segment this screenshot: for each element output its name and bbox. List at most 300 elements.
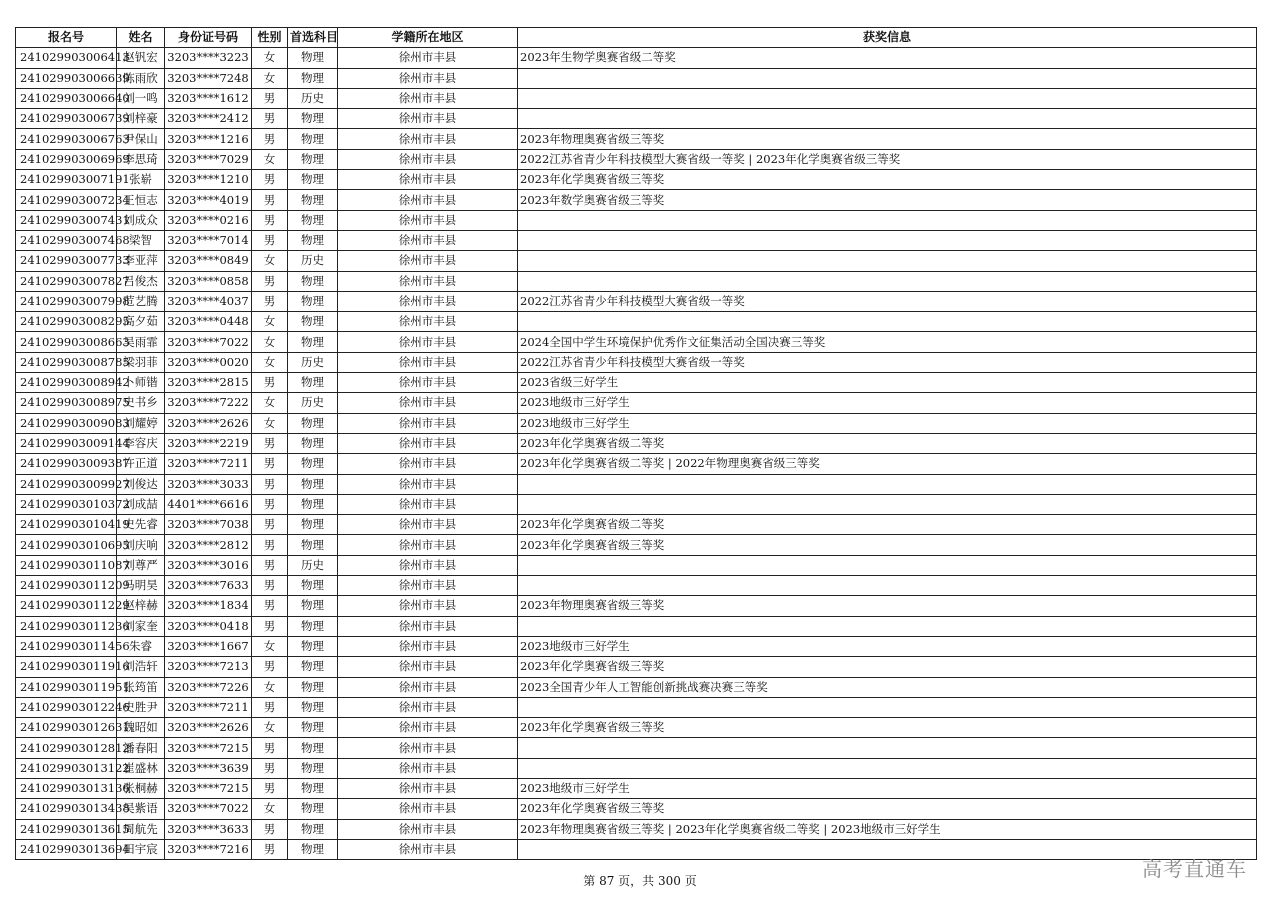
cell-name: 刘家奎 <box>117 616 165 636</box>
cell-primary-subject: 物理 <box>288 129 338 149</box>
table-row <box>16 636 1257 656</box>
cell-id-number: 3203****4037 <box>165 291 252 311</box>
cell-primary-subject: 物理 <box>288 758 338 778</box>
cell-school-region: 徐州市丰县 <box>338 657 518 677</box>
cell-award-info: 2022江苏省青少年科技模型大赛省级一等奖 <box>518 352 1257 372</box>
cell-gender: 女 <box>252 352 288 372</box>
cell-id-number: 4401****6616 <box>165 494 252 514</box>
cell-school-region: 徐州市丰县 <box>338 576 518 596</box>
cell-award-info: 2023年化学奥赛省级二等奖 | 2022年物理奥赛省级三等奖 <box>518 454 1257 474</box>
cell-id-number: 3203****1216 <box>165 129 252 149</box>
cell-registration-number: 241029903009083 <box>16 413 117 433</box>
cell-award-info: 2023年化学奥赛省级三等奖 <box>518 799 1257 819</box>
cell-primary-subject: 物理 <box>288 149 338 169</box>
cell-gender: 男 <box>252 210 288 230</box>
cell-id-number: 3203****7248 <box>165 68 252 88</box>
cell-gender: 男 <box>252 515 288 535</box>
cell-school-region: 徐州市丰县 <box>338 88 518 108</box>
cell-id-number: 3203****2626 <box>165 718 252 738</box>
cell-registration-number: 241029903010372 <box>16 494 117 514</box>
cell-name: 卜师锴 <box>117 373 165 393</box>
table-row <box>16 190 1257 210</box>
cell-id-number: 3203****2812 <box>165 535 252 555</box>
cell-school-region: 徐州市丰县 <box>338 352 518 372</box>
cell-award-info: 2024全国中学生环境保护优秀作文征集活动全国决赛三等奖 <box>518 332 1257 352</box>
header-registration-number: 报名号 <box>16 28 117 48</box>
cell-registration-number: 241029903006739 <box>16 109 117 129</box>
cell-registration-number: 241029903007827 <box>16 271 117 291</box>
table-header-row <box>16 28 1257 48</box>
cell-school-region: 徐州市丰县 <box>338 555 518 575</box>
cell-name: 马明昊 <box>117 576 165 596</box>
cell-school-region: 徐州市丰县 <box>338 129 518 149</box>
cell-registration-number: 241029903013694 <box>16 839 117 859</box>
cell-name: 张崭 <box>117 170 165 190</box>
cell-id-number: 3203****0418 <box>165 616 252 636</box>
cell-gender: 男 <box>252 109 288 129</box>
cell-id-number: 3203****7022 <box>165 799 252 819</box>
cell-name: 李亚萍 <box>117 251 165 271</box>
table-row <box>16 271 1257 291</box>
header-name: 姓名 <box>117 28 165 48</box>
cell-registration-number: 241029903007191 <box>16 170 117 190</box>
table-row <box>16 373 1257 393</box>
cell-primary-subject: 物理 <box>288 596 338 616</box>
cell-registration-number: 241029903008975 <box>16 393 117 413</box>
cell-award-info: 2023年化学奥赛省级三等奖 <box>518 535 1257 555</box>
cell-name: 王恒志 <box>117 190 165 210</box>
cell-registration-number: 241029903013136 <box>16 778 117 798</box>
cell-primary-subject: 历史 <box>288 555 338 575</box>
cell-id-number: 3203****2412 <box>165 109 252 129</box>
cell-gender: 男 <box>252 129 288 149</box>
cell-school-region: 徐州市丰县 <box>338 535 518 555</box>
table-row <box>16 170 1257 190</box>
cell-primary-subject: 物理 <box>288 778 338 798</box>
cell-gender: 女 <box>252 393 288 413</box>
cell-school-region: 徐州市丰县 <box>338 373 518 393</box>
cell-name: 高夕茹 <box>117 312 165 332</box>
cell-registration-number: 241029903012631 <box>16 718 117 738</box>
cell-award-info: 2023年化学奥赛省级三等奖 <box>518 657 1257 677</box>
cell-school-region: 徐州市丰县 <box>338 109 518 129</box>
cell-award-info <box>518 109 1257 129</box>
cell-primary-subject: 历史 <box>288 352 338 372</box>
cell-registration-number: 241029903011236 <box>16 616 117 636</box>
cell-registration-number: 241029903009927 <box>16 474 117 494</box>
cell-registration-number: 241029903008785 <box>16 352 117 372</box>
cell-award-info <box>518 251 1257 271</box>
cell-id-number: 3203****2626 <box>165 413 252 433</box>
cell-id-number: 3203****3033 <box>165 474 252 494</box>
header-primary-subject: 首选科目 <box>288 28 338 48</box>
cell-id-number: 3203****7213 <box>165 657 252 677</box>
cell-school-region: 徐州市丰县 <box>338 190 518 210</box>
cell-award-info <box>518 88 1257 108</box>
page-number: 第 87 页，共 300 页 <box>583 874 697 888</box>
watermark-logo-text: 高考直通车 <box>1142 857 1247 881</box>
cell-school-region: 徐州市丰县 <box>338 596 518 616</box>
cell-primary-subject: 历史 <box>288 251 338 271</box>
cell-gender: 男 <box>252 291 288 311</box>
cell-primary-subject: 物理 <box>288 48 338 68</box>
cell-gender: 男 <box>252 758 288 778</box>
cell-gender: 女 <box>252 48 288 68</box>
cell-id-number: 3203****1667 <box>165 636 252 656</box>
cell-gender: 男 <box>252 230 288 250</box>
cell-primary-subject: 物理 <box>288 839 338 859</box>
cell-gender: 男 <box>252 778 288 798</box>
cell-gender: 男 <box>252 373 288 393</box>
cell-school-region: 徐州市丰县 <box>338 312 518 332</box>
cell-award-info: 2023年物理奥赛省级三等奖 | 2023年化学奥赛省级二等奖 | 2023地级市三好学生 <box>518 819 1257 839</box>
cell-primary-subject: 历史 <box>288 88 338 108</box>
cell-school-region: 徐州市丰县 <box>338 413 518 433</box>
cell-name: 史书乡 <box>117 393 165 413</box>
cell-registration-number: 241029903007998 <box>16 291 117 311</box>
cell-school-region: 徐州市丰县 <box>338 170 518 190</box>
table-row <box>16 839 1257 859</box>
table-row <box>16 819 1257 839</box>
cell-primary-subject: 物理 <box>288 170 338 190</box>
cell-registration-number: 241029903006969 <box>16 149 117 169</box>
cell-name: 周航先 <box>117 819 165 839</box>
table-row <box>16 210 1257 230</box>
cell-name: 刘一鸣 <box>117 88 165 108</box>
cell-primary-subject: 物理 <box>288 190 338 210</box>
cell-school-region: 徐州市丰县 <box>338 738 518 758</box>
cell-name: 刘俊达 <box>117 474 165 494</box>
table-row <box>16 393 1257 413</box>
cell-award-info: 2023年化学奥赛省级二等奖 <box>518 515 1257 535</box>
cell-primary-subject: 物理 <box>288 738 338 758</box>
cell-gender: 男 <box>252 88 288 108</box>
table-row <box>16 291 1257 311</box>
cell-gender: 男 <box>252 657 288 677</box>
cell-primary-subject: 物理 <box>288 271 338 291</box>
cell-name: 崔盛林 <box>117 758 165 778</box>
cell-registration-number: 241029903012246 <box>16 697 117 717</box>
cell-gender: 女 <box>252 677 288 697</box>
cell-primary-subject: 物理 <box>288 799 338 819</box>
cell-gender: 女 <box>252 149 288 169</box>
cell-award-info: 2023地级市三好学生 <box>518 636 1257 656</box>
cell-award-info: 2023年数学奥赛省级三等奖 <box>518 190 1257 210</box>
cell-primary-subject: 物理 <box>288 636 338 656</box>
cell-award-info: 2023年物理奥赛省级三等奖 <box>518 596 1257 616</box>
cell-id-number: 3203****0020 <box>165 352 252 372</box>
table-row <box>16 616 1257 636</box>
cell-registration-number: 241029903010695 <box>16 535 117 555</box>
cell-award-info <box>518 555 1257 575</box>
cell-registration-number: 241029903011209 <box>16 576 117 596</box>
cell-registration-number: 241029903011951 <box>16 677 117 697</box>
cell-registration-number: 241029903012812 <box>16 738 117 758</box>
cell-registration-number: 241029903006639 <box>16 68 117 88</box>
cell-name: 刘耀婷 <box>117 413 165 433</box>
cell-gender: 男 <box>252 271 288 291</box>
table-row <box>16 454 1257 474</box>
cell-school-region: 徐州市丰县 <box>338 271 518 291</box>
cell-school-region: 徐州市丰县 <box>338 433 518 453</box>
cell-registration-number: 241029903011916 <box>16 657 117 677</box>
cell-gender: 男 <box>252 494 288 514</box>
cell-name: 刘成众 <box>117 210 165 230</box>
cell-registration-number: 241029903009144 <box>16 433 117 453</box>
cell-id-number: 3203****3016 <box>165 555 252 575</box>
cell-id-number: 3203****1210 <box>165 170 252 190</box>
cell-gender: 女 <box>252 718 288 738</box>
cell-gender: 男 <box>252 190 288 210</box>
cell-id-number: 3203****2815 <box>165 373 252 393</box>
cell-name: 张筠笛 <box>117 677 165 697</box>
header-school-region: 学籍所在地区 <box>338 28 518 48</box>
cell-name: 尹保山 <box>117 129 165 149</box>
cell-id-number: 3203****7222 <box>165 393 252 413</box>
cell-school-region: 徐州市丰县 <box>338 799 518 819</box>
cell-primary-subject: 物理 <box>288 312 338 332</box>
table-row <box>16 576 1257 596</box>
cell-primary-subject: 物理 <box>288 109 338 129</box>
cell-school-region: 徐州市丰县 <box>338 494 518 514</box>
cell-award-info: 2023年化学奥赛省级三等奖 <box>518 170 1257 190</box>
cell-gender: 男 <box>252 576 288 596</box>
cell-name: 吴雨霏 <box>117 332 165 352</box>
table-row <box>16 494 1257 514</box>
cell-award-info <box>518 312 1257 332</box>
cell-school-region: 徐州市丰县 <box>338 149 518 169</box>
cell-name: 刘浩轩 <box>117 657 165 677</box>
cell-gender: 男 <box>252 697 288 717</box>
cell-school-region: 徐州市丰县 <box>338 251 518 271</box>
cell-name: 魏昭如 <box>117 718 165 738</box>
cell-award-info: 2023年化学奥赛省级二等奖 <box>518 433 1257 453</box>
cell-name: 李容庆 <box>117 433 165 453</box>
cell-school-region: 徐州市丰县 <box>338 515 518 535</box>
cell-primary-subject: 物理 <box>288 494 338 514</box>
table-row <box>16 230 1257 250</box>
cell-school-region: 徐州市丰县 <box>338 718 518 738</box>
cell-name: 陈雨欣 <box>117 68 165 88</box>
cell-primary-subject: 物理 <box>288 677 338 697</box>
cell-name: 赵钒宏 <box>117 48 165 68</box>
cell-id-number: 3203****0448 <box>165 312 252 332</box>
cell-name: 田宇宸 <box>117 839 165 859</box>
table-row <box>16 312 1257 332</box>
cell-gender: 男 <box>252 839 288 859</box>
cell-primary-subject: 物理 <box>288 413 338 433</box>
cell-award-info: 2023地级市三好学生 <box>518 393 1257 413</box>
cell-name: 刘成喆 <box>117 494 165 514</box>
cell-id-number: 3203****0849 <box>165 251 252 271</box>
cell-registration-number: 241029903011456 <box>16 636 117 656</box>
cell-gender: 女 <box>252 413 288 433</box>
cell-award-info <box>518 697 1257 717</box>
cell-gender: 男 <box>252 738 288 758</box>
cell-name: 梁智 <box>117 230 165 250</box>
cell-id-number: 3203****3633 <box>165 819 252 839</box>
cell-name: 史胜尹 <box>117 697 165 717</box>
cell-registration-number: 241029903013122 <box>16 758 117 778</box>
cell-school-region: 徐州市丰县 <box>338 454 518 474</box>
cell-primary-subject: 历史 <box>288 393 338 413</box>
cell-registration-number: 241029903006640 <box>16 88 117 108</box>
cell-registration-number: 241029903008295 <box>16 312 117 332</box>
cell-gender: 女 <box>252 636 288 656</box>
cell-name: 史先睿 <box>117 515 165 535</box>
cell-id-number: 3203****0858 <box>165 271 252 291</box>
cell-id-number: 3203****7216 <box>165 839 252 859</box>
cell-award-info <box>518 210 1257 230</box>
cell-registration-number: 241029903013615 <box>16 819 117 839</box>
cell-school-region: 徐州市丰县 <box>338 210 518 230</box>
cell-award-info: 2022江苏省青少年科技模型大赛省级一等奖 <box>518 291 1257 311</box>
cell-id-number: 3203****7633 <box>165 576 252 596</box>
cell-id-number: 3203****7226 <box>165 677 252 697</box>
cell-gender: 男 <box>252 474 288 494</box>
cell-registration-number: 241029903007234 <box>16 190 117 210</box>
cell-registration-number: 241029903011229 <box>16 596 117 616</box>
cell-award-info: 2023年生物学奥赛省级二等奖 <box>518 48 1257 68</box>
table-row <box>16 555 1257 575</box>
cell-primary-subject: 物理 <box>288 68 338 88</box>
cell-registration-number: 241029903011087 <box>16 555 117 575</box>
cell-name: 张桐赫 <box>117 778 165 798</box>
cell-id-number: 3203****0216 <box>165 210 252 230</box>
cell-primary-subject: 物理 <box>288 535 338 555</box>
cell-award-info: 2022江苏省青少年科技模型大赛省级一等奖 | 2023年化学奥赛省级三等奖 <box>518 149 1257 169</box>
table-row <box>16 88 1257 108</box>
cell-gender: 女 <box>252 68 288 88</box>
cell-registration-number: 241029903010419 <box>16 515 117 535</box>
cell-registration-number: 241029903009387 <box>16 454 117 474</box>
cell-registration-number: 241029903013438 <box>16 799 117 819</box>
cell-id-number: 3203****7215 <box>165 778 252 798</box>
cell-name: 吕俊杰 <box>117 271 165 291</box>
cell-school-region: 徐州市丰县 <box>338 68 518 88</box>
cell-primary-subject: 物理 <box>288 454 338 474</box>
cell-award-info <box>518 576 1257 596</box>
table-row <box>16 48 1257 68</box>
cell-award-info <box>518 616 1257 636</box>
cell-id-number: 3203****7022 <box>165 332 252 352</box>
cell-school-region: 徐州市丰县 <box>338 48 518 68</box>
cell-id-number: 3203****7029 <box>165 149 252 169</box>
table-row <box>16 596 1257 616</box>
cell-award-info <box>518 494 1257 514</box>
cell-award-info <box>518 230 1257 250</box>
cell-primary-subject: 物理 <box>288 373 338 393</box>
cell-award-info: 2023全国青少年人工智能创新挑战赛决赛三等奖 <box>518 677 1257 697</box>
cell-award-info <box>518 271 1257 291</box>
cell-school-region: 徐州市丰县 <box>338 291 518 311</box>
table-row <box>16 109 1257 129</box>
table-row <box>16 535 1257 555</box>
cell-registration-number: 241029903006413 <box>16 48 117 68</box>
cell-id-number: 3203****3223 <box>165 48 252 68</box>
cell-id-number: 3203****3639 <box>165 758 252 778</box>
cell-id-number: 3203****7211 <box>165 697 252 717</box>
cell-school-region: 徐州市丰县 <box>338 778 518 798</box>
student-award-table <box>15 27 1257 860</box>
cell-name: 苊艺腾 <box>117 291 165 311</box>
cell-school-region: 徐州市丰县 <box>338 697 518 717</box>
cell-school-region: 徐州市丰县 <box>338 474 518 494</box>
cell-primary-subject: 物理 <box>288 576 338 596</box>
cell-primary-subject: 物理 <box>288 433 338 453</box>
cell-school-region: 徐州市丰县 <box>338 758 518 778</box>
cell-name: 刘梓豪 <box>117 109 165 129</box>
table-row <box>16 657 1257 677</box>
cell-id-number: 3203****2219 <box>165 433 252 453</box>
cell-primary-subject: 物理 <box>288 332 338 352</box>
cell-primary-subject: 物理 <box>288 697 338 717</box>
cell-primary-subject: 物理 <box>288 819 338 839</box>
header-gender: 性别 <box>252 28 288 48</box>
cell-registration-number: 241029903008663 <box>16 332 117 352</box>
table-row <box>16 758 1257 778</box>
cell-primary-subject: 物理 <box>288 657 338 677</box>
table-row <box>16 332 1257 352</box>
table-row <box>16 149 1257 169</box>
cell-primary-subject: 物理 <box>288 515 338 535</box>
header-id-number: 身份证号码 <box>165 28 252 48</box>
cell-registration-number: 241029903007733 <box>16 251 117 271</box>
cell-name: 刘庆响 <box>117 535 165 555</box>
cell-gender: 女 <box>252 799 288 819</box>
cell-school-region: 徐州市丰县 <box>338 230 518 250</box>
cell-award-info <box>518 68 1257 88</box>
cell-gender: 男 <box>252 616 288 636</box>
cell-gender: 女 <box>252 251 288 271</box>
cell-gender: 男 <box>252 454 288 474</box>
table-row <box>16 352 1257 372</box>
cell-id-number: 3203****7014 <box>165 230 252 250</box>
cell-award-info: 2023省级三好学生 <box>518 373 1257 393</box>
cell-award-info: 2023地级市三好学生 <box>518 778 1257 798</box>
cell-primary-subject: 物理 <box>288 474 338 494</box>
cell-gender: 男 <box>252 170 288 190</box>
cell-registration-number: 241029903008942 <box>16 373 117 393</box>
table-row <box>16 413 1257 433</box>
cell-id-number: 3203****1612 <box>165 88 252 108</box>
table-row <box>16 474 1257 494</box>
table-row <box>16 433 1257 453</box>
cell-name: 赵梓赫 <box>117 596 165 616</box>
cell-primary-subject: 物理 <box>288 210 338 230</box>
cell-school-region: 徐州市丰县 <box>338 616 518 636</box>
cell-primary-subject: 物理 <box>288 230 338 250</box>
cell-id-number: 3203****7215 <box>165 738 252 758</box>
cell-registration-number: 241029903006763 <box>16 129 117 149</box>
cell-name: 潘春阳 <box>117 738 165 758</box>
table-row <box>16 718 1257 738</box>
table-row <box>16 738 1257 758</box>
table-body <box>16 48 1257 860</box>
cell-gender: 男 <box>252 555 288 575</box>
cell-school-region: 徐州市丰县 <box>338 332 518 352</box>
cell-school-region: 徐州市丰县 <box>338 839 518 859</box>
cell-id-number: 3203****4019 <box>165 190 252 210</box>
cell-primary-subject: 物理 <box>288 616 338 636</box>
cell-registration-number: 241029903007431 <box>16 210 117 230</box>
cell-award-info: 2023年化学奥赛省级三等奖 <box>518 718 1257 738</box>
table-row <box>16 677 1257 697</box>
cell-name: 梁羽菲 <box>117 352 165 372</box>
cell-name: 李思琦 <box>117 149 165 169</box>
cell-primary-subject: 物理 <box>288 718 338 738</box>
cell-name: 朱睿 <box>117 636 165 656</box>
